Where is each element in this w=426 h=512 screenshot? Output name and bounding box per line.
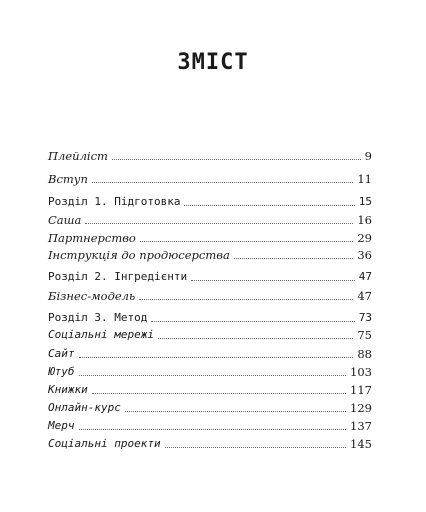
toc-leader-dots <box>234 258 354 259</box>
toc-entry-label: Книжки <box>48 383 88 396</box>
toc-entry-page: 103 <box>350 365 372 379</box>
toc-leader-dots <box>140 241 354 242</box>
toc-entry-intro <box>48 168 372 186</box>
toc-entry-label: Соціальні мережі <box>48 328 154 341</box>
toc-entry-label: Вступ <box>48 172 88 186</box>
toc-entry-page: 16 <box>357 213 372 227</box>
toc-entry-label: Сайт <box>48 347 75 360</box>
toc-entry-page: 73 <box>358 311 372 324</box>
toc-entry-label: Розділ 3. Метод <box>48 311 148 324</box>
toc-entry-business-model <box>48 285 372 303</box>
toc-leader-dots <box>158 338 353 339</box>
toc-entry-books <box>48 379 372 397</box>
toc-leader-dots <box>79 357 354 358</box>
toc-entry-online-course <box>48 397 372 415</box>
toc-entry-label: Соціальні проекти <box>48 437 161 450</box>
toc-entry-page: 129 <box>350 401 372 415</box>
toc-entry-page: 47 <box>358 270 372 283</box>
toc-entry-chapter-2 <box>48 266 372 284</box>
toc-leader-dots <box>92 393 346 394</box>
toc-entry-sasha <box>48 209 372 227</box>
toc-entry-label: Інструкція до продюсерства <box>48 248 230 262</box>
toc-leader-dots <box>85 223 353 224</box>
toc-entry-label: Розділ 1. Підготовка <box>48 195 181 208</box>
toc-entry-page: 88 <box>357 347 372 361</box>
toc-leader-dots <box>191 280 355 281</box>
toc-entry-page: 9 <box>364 149 372 163</box>
page-title: ЗМІСТ <box>177 50 249 75</box>
toc-entry-social-media <box>48 324 372 342</box>
toc-leader-dots <box>184 205 354 206</box>
toc-entry-label: Мерч <box>48 419 75 432</box>
toc-leader-dots <box>151 321 354 322</box>
toc-entry-page: 11 <box>357 172 372 186</box>
toc-entry-social-projects <box>48 433 372 451</box>
toc-entry-label: Бізнес-модель <box>48 289 136 303</box>
toc-entry-merch <box>48 415 372 433</box>
toc-entry-page: 145 <box>350 437 372 451</box>
toc-leader-dots <box>125 411 346 412</box>
toc-entry-label: Онлайн-курс <box>48 401 121 414</box>
toc-entry-page: 15 <box>358 195 372 208</box>
toc-entry-page: 47 <box>357 289 372 303</box>
toc-entry-chapter-3 <box>48 307 372 325</box>
toc-entry-label: Саша <box>48 213 82 227</box>
toc-entry-production-guide <box>48 244 372 262</box>
toc-leader-dots <box>139 299 353 300</box>
toc-entry-label: Партнерство <box>48 231 136 245</box>
toc-entry-partnership <box>48 227 372 245</box>
toc-entry-page: 36 <box>357 248 372 262</box>
toc-leader-dots <box>165 447 346 448</box>
toc-entry-label: Плейліст <box>48 149 108 163</box>
toc-entry-label: Ютуб <box>48 365 75 378</box>
toc-entry-page: 75 <box>357 328 372 342</box>
toc-entry-page: 137 <box>350 419 372 433</box>
toc-entry-youtube <box>48 361 372 379</box>
toc-leader-dots <box>79 429 347 430</box>
toc-leader-dots <box>112 159 361 160</box>
toc-entry-label: Розділ 2. Інгредієнти <box>48 270 188 283</box>
toc-entry-page: 29 <box>357 231 372 245</box>
toc-entry-website <box>48 343 372 361</box>
toc-leader-dots <box>79 375 347 376</box>
toc-leader-dots <box>92 182 353 183</box>
toc-entry-page: 117 <box>350 383 372 397</box>
toc-entry-chapter-1 <box>48 191 372 209</box>
toc-entry-playlist <box>48 145 372 163</box>
